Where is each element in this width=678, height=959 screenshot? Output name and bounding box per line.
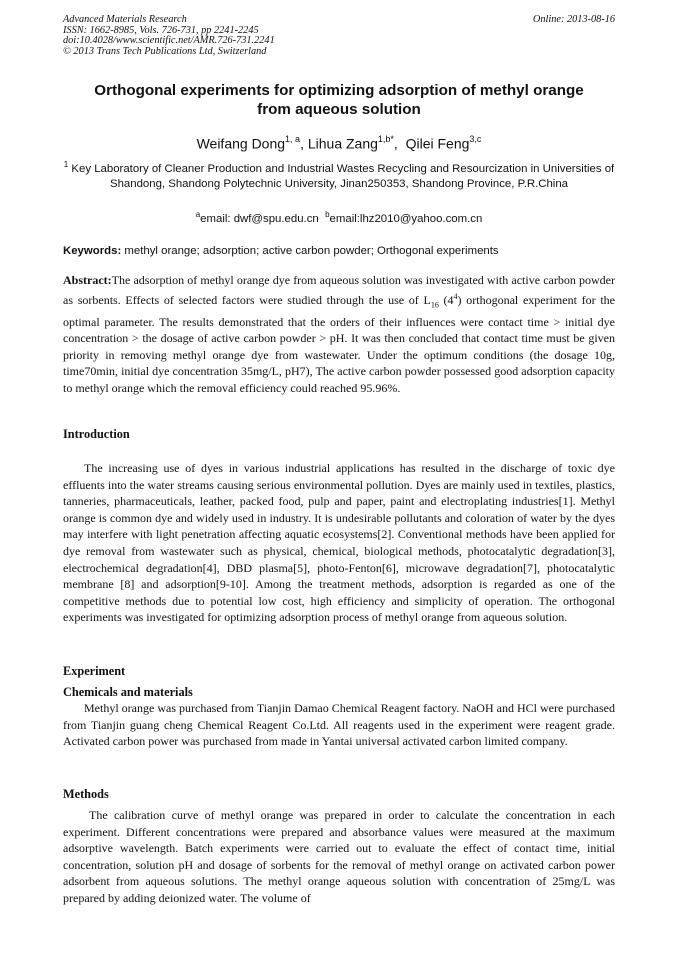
author-1-affil: 1, a <box>285 134 301 144</box>
abstract <box>63 272 615 397</box>
email-a[interactable]: email: dwf@spu.edu.cn <box>200 212 319 225</box>
keywords <box>63 244 615 258</box>
author-3-affil: 3,c <box>469 134 482 144</box>
email-a-marker: a <box>195 210 201 219</box>
email-b[interactable]: email:lhz2010@yahoo.com.cn <box>329 212 483 225</box>
chemicals-paragraph: Methyl orange was purchased from Tianjin Damao Chemical Reagent factory. NaOH and HCl were purchased from Tianjin guang cheng Chemical Reagent Co.Ltd. All reagents used in the experiment were reagent grade. Activated carbon power was purchased from made in Yantai universal activated carbon limited company. <box>63 701 615 749</box>
methods-heading: Methods <box>63 787 109 801</box>
introduction-heading: Introduction <box>63 427 130 441</box>
abstract-text-1: The adsorption of methyl orange dye from aqueous solution was investigated with active carbon powder as sorbents. Effects of selected factors were studied through the use of L <box>63 273 615 307</box>
keywords-text: methyl orange; adsorption; active carbon powder; Orthogonal experiments <box>121 245 499 257</box>
abstract-text-3: ) orthogonal experiment for the optimal parameter. The results demonstrated that the orders of their influences were contact time > initial dye concentration > the dosage of active carbon powder > pH. It was then concluded that contact time must be given priority in removing methyl orange dye from wastewater. Under the optimum conditions (the dosage 10g, time70min, initial dye concentration 35mg/L, pH7), The active carbon powder possessed good adsorption capacity to methyl orange which the removal efficiency could reached 95.96%. <box>63 292 615 395</box>
chemicals-heading: Chemicals and materials <box>63 685 193 699</box>
journal-issn: ISSN: 1662-8985, Vols. 726-731, pp 2241-2245 <box>63 24 259 36</box>
author-3: Qilei Feng <box>405 135 470 152</box>
email-b-marker: b <box>325 210 330 219</box>
title-line-2: from aqueous solution <box>257 101 421 118</box>
experiment-heading: Experiment <box>63 664 126 678</box>
keywords-label: Keywords: <box>63 245 122 257</box>
journal-name: Advanced Materials Research <box>63 14 187 25</box>
affiliation <box>60 157 618 192</box>
abstract-text-2: (4 <box>438 292 454 307</box>
email-line <box>60 207 618 227</box>
journal-copyright: © 2013 Trans Tech Publications Ltd, Switzerland <box>63 45 267 57</box>
author-2-affil: 1,b* <box>377 134 394 144</box>
author-2: Lihua Zang <box>307 135 378 152</box>
author-list: Weifang Dong$^{1, a}$, Lihua Zang$^{1,b*}$, Qilei Feng$^{3,c}$ <box>196 134 482 152</box>
methods-paragraph: The calibration curve of methyl orange was prepared in order to calculate the concentration in each experiment. Different concentrations were prepared and absorbance values were measured at the maximum adsorptive wavelength. Batch experiments were carried out to evaluate the effect of contact time, initial concentration, solution pH and dosage of sorbents for the removal of methyl orange on activated carbon power adsorbent from aqueous solutions. The methyl orange aqueous solution with concentration of 25mg/L was prepared by adding deionized water. The volume of <box>63 808 615 905</box>
abstract-superscript: 4 <box>453 291 458 301</box>
chemicals-body <box>63 700 615 750</box>
affiliation-number: 1 <box>63 160 69 169</box>
introduction-paragraph: The increasing use of dyes in various industrial applications has resulted in the discharge of toxic dye effluents into the water streams causing serious environmental pollution. Dyes are mainly used in textiles, plastics, tanneries, pharmaceuticals, leather, packed food, pulp and paper, paint and electroplating industries[1]. Methyl orange is common dye and widely used in industry. It is undesirable pollutants and coloration of water by the dyes may interfere with light penetration affecting aquatic ecosystems[2]. Conventional methods have been applied for dye removal from wastewater such as physical, chemical, biological methods, photocatalytic degradation[3], electrochemical degradation[4], DBD plasma[5], photo-Fenton[6], microwave degradation[7], photocatalytic membrane [8] and adsorption[9-10]. Among the treatment methods, adsorption is regarded as one of the competitive methods due to potential low cost, high efficiency and simplicity of operation. The orthogonal experiments was investigated for optimizing adsorption process of methyl orange from aqueous solution. <box>63 461 615 625</box>
author-1: Weifang Dong <box>196 135 286 152</box>
abstract-subscript: 16 <box>430 299 439 309</box>
journal-doi[interactable]: doi:10.4028/www.scientific.net/AMR.726-731.2241 <box>63 35 275 47</box>
introduction-body <box>63 460 615 626</box>
paper-title <box>60 81 618 119</box>
online-date: Online: 2013-08-16 <box>532 14 615 25</box>
affiliation-text: Key Laboratory of Cleaner Production and Industrial Wastes Recycling and Resourcization in Universities of Shandong, Shandong Polytechnic University, Jinan250353, Shandong Province, P.R.China <box>71 162 615 190</box>
methods-body <box>63 807 615 907</box>
abstract-label: Abstract: <box>63 273 112 287</box>
title-line-1: Orthogonal experiments for optimizing adsorption of methyl orange <box>94 82 584 99</box>
journal-header <box>63 15 275 57</box>
